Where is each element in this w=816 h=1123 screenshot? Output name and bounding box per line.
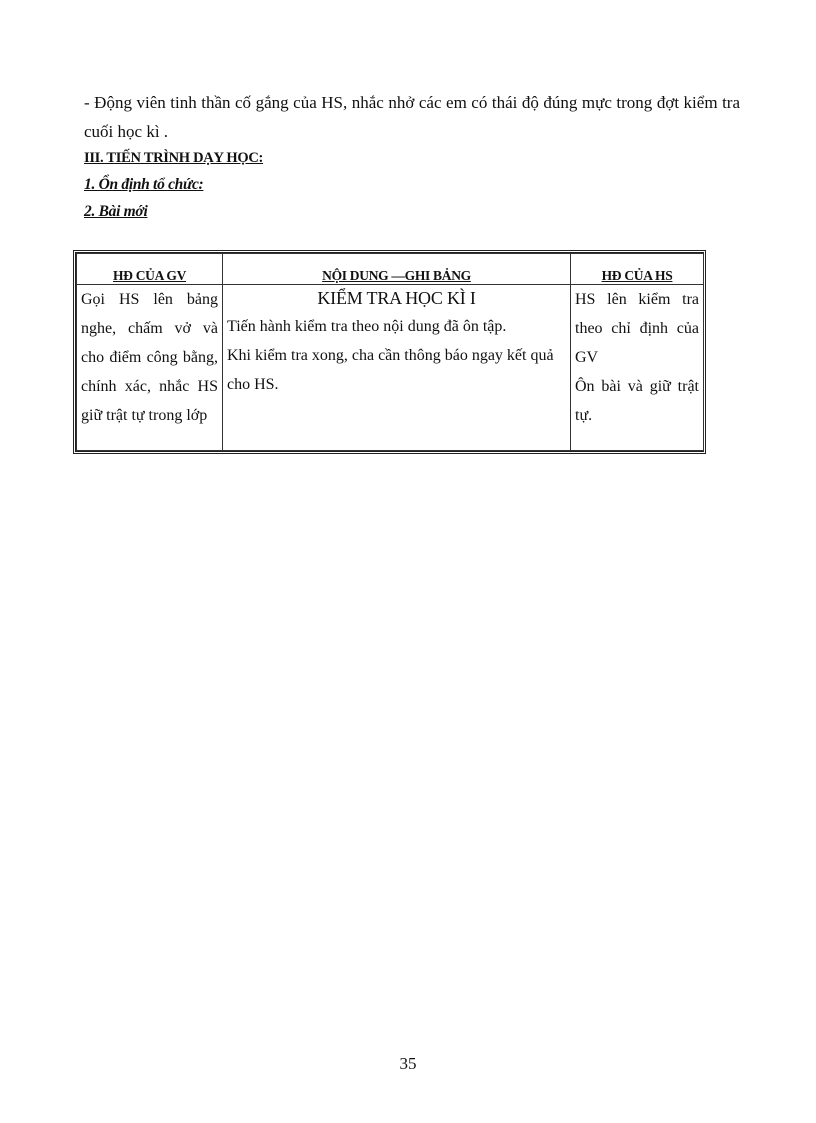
content-line-1: Tiến hành kiểm tra theo nội dung đã ôn tập. [227, 318, 507, 335]
lesson-table [73, 250, 706, 454]
header-student-activity: HĐ CỦA HS [571, 254, 704, 285]
header-content: NỘI DUNG —GHI BẢNG [223, 254, 571, 285]
content-title: KIỂM TRA HỌC KÌ I [317, 288, 476, 308]
content-line-2: Khi kiểm tra xong, cha cần thông báo ngay kết quả cho HS. [227, 347, 554, 393]
header-teacher-activity: HĐ CỦA GV [77, 254, 223, 285]
lesson-table-grid [76, 253, 704, 451]
student-activity-2: Ôn bài và giữ trật tự. [575, 378, 699, 424]
section-heading-process: III. TIẾN TRÌNH DẠY HỌC: [84, 150, 264, 166]
student-activity-1: HS lên kiểm tra theo chỉ định của GV [575, 291, 699, 366]
table-row [77, 285, 704, 451]
subheading-organization: 1. Ổn định tổ chức: [84, 176, 204, 193]
cell-content [223, 285, 571, 451]
cell-teacher-activity: Gọi HS lên bảng nghe, chấm vở và cho điểm công bằng, chính xác, nhắc HS giữ trật tự trong lớp [77, 285, 223, 451]
intro-paragraph: - Động viên tinh thần cố gắng của HS, nhắc nhở các em có thái độ đúng mực trong đợt kiểm tra cuối học kì . [84, 93, 740, 141]
table-header-row [77, 254, 704, 285]
subheading-new-lesson: 2. Bài mới [84, 203, 148, 220]
cell-student-activity [571, 285, 704, 451]
page-number: 35 [399, 1054, 417, 1073]
